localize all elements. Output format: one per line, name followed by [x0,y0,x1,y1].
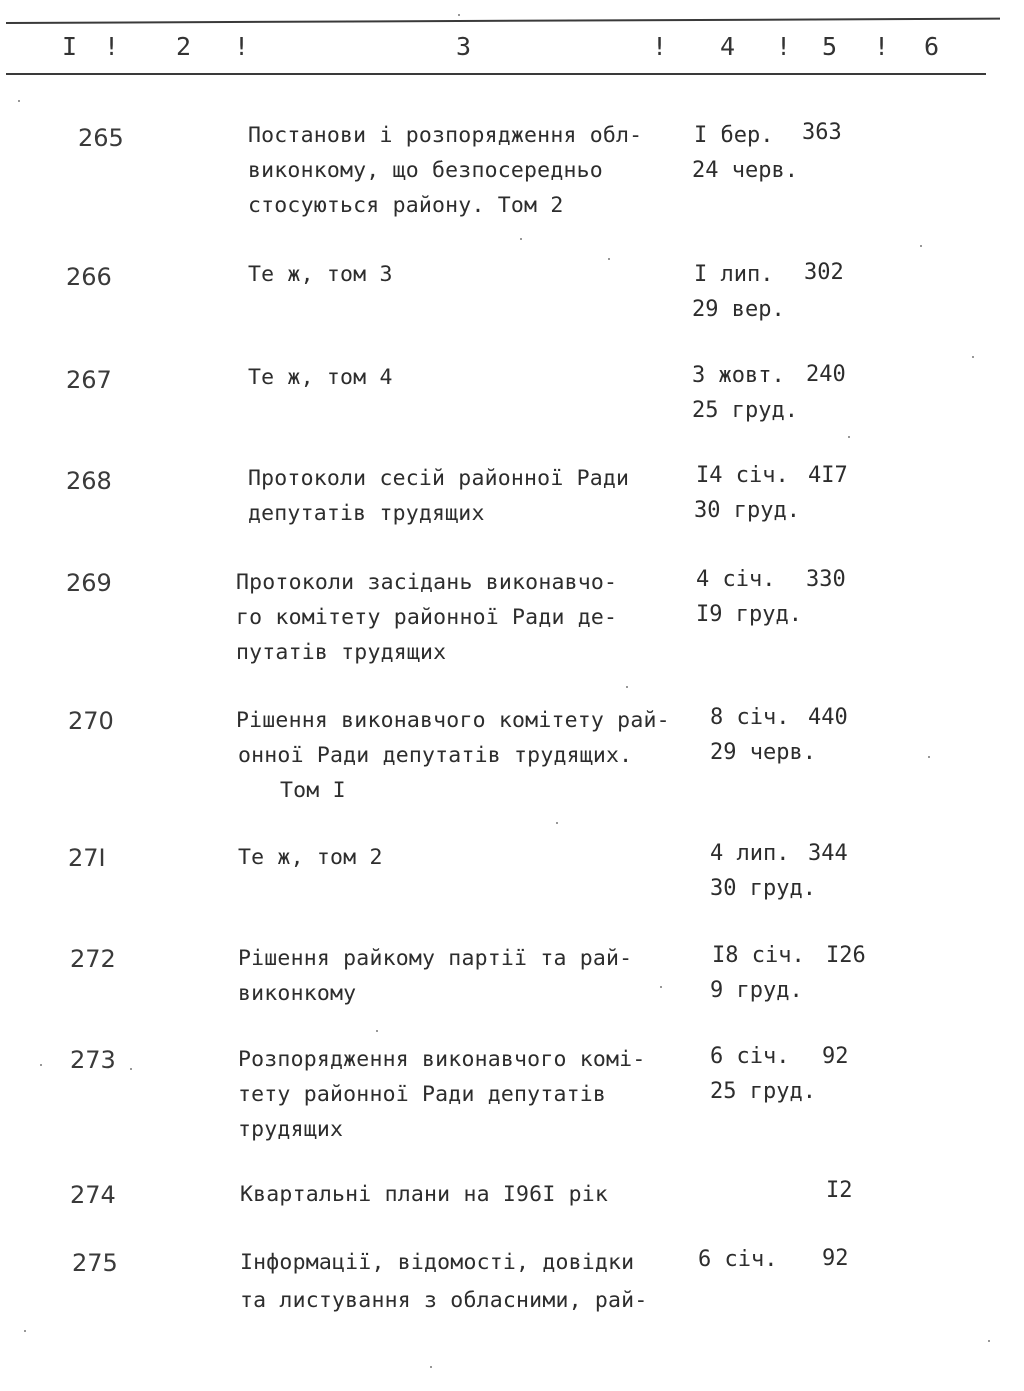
date-start: 3 жовт. [692,363,785,388]
scan-speck [130,1068,132,1070]
date-end: 29 вер. [692,297,785,322]
header-separator: ! [234,32,250,61]
case-number: 265 [78,124,124,152]
scan-speck [660,986,662,988]
case-number: 269 [66,569,112,597]
header-separator: ! [776,32,792,61]
case-title-line: го комітету районної Ради де- [236,605,618,630]
case-number: 272 [70,945,116,973]
date-end: 9 груд. [710,978,803,1003]
header-bottom-rule [6,73,986,75]
case-title-line: Розпорядження виконавчого комі- [238,1047,646,1072]
date-start: I бер. [694,123,774,148]
scan-speck [18,100,20,102]
sheet-count: 240 [806,362,846,387]
case-title-line: стосуються району. Том 2 [248,193,564,218]
date-start: 8 січ. [710,705,790,730]
date-end: 30 груд. [710,876,816,901]
scan-speck [920,245,922,247]
case-title-line: та листування з обласними, рай- [240,1288,648,1313]
sheet-count: 363 [802,120,842,145]
date-end: I9 груд. [696,602,802,627]
case-title-line: трудящих [238,1117,344,1142]
case-number: 273 [70,1046,116,1074]
header-separator: ! [652,32,668,61]
case-title-line: виконкому [238,981,357,1006]
sheet-count: 92 [822,1044,849,1069]
case-title-line: Квартальні плани на I96I рік [240,1182,609,1207]
date-start: I4 січ. [696,463,789,488]
date-end: 29 черв. [710,740,816,765]
date-end: 30 груд. [694,498,800,523]
date-end: 25 груд. [692,398,798,423]
case-number: 268 [66,467,112,495]
case-title-line: депутатів трудящих [248,501,485,526]
scan-speck [626,686,628,688]
scan-speck [556,822,558,824]
header-col-1: I [62,32,78,61]
scan-speck [520,238,522,240]
scan-speck [430,1366,432,1368]
case-title-line: Те ж, том 3 [248,262,393,287]
scan-speck [24,1330,26,1332]
case-number: 275 [72,1249,118,1277]
case-title-line: Постанови і розпорядження обл- [248,123,643,148]
case-number: 266 [66,263,112,291]
case-title-line: тету районної Ради депутатів [238,1082,607,1107]
scan-speck [988,1340,990,1342]
case-number: 270 [68,707,114,735]
sheet-count: 92 [822,1246,849,1271]
header-separator: ! [874,32,890,61]
sheet-count: 344 [808,841,848,866]
date-start: 4 лип. [710,841,790,866]
header-separator: ! [104,32,120,61]
case-title-line: Те ж, том 4 [248,365,393,390]
header-col-4: 4 [720,32,736,61]
sheet-count: I26 [826,943,866,968]
case-title-line: Те ж, том 2 [238,845,383,870]
case-number: 27I [68,844,106,872]
sheet-count: 330 [806,567,846,592]
scan-speck [40,1064,42,1066]
date-start: 4 січ. [696,567,776,592]
scan-speck [376,1030,378,1032]
header-col-3: 3 [456,32,472,61]
case-title-line: Інформації, відомості, довідки [240,1250,635,1275]
scan-speck [848,436,850,438]
case-title-line: Рішення виконавчого комітету рай- [236,708,670,733]
date-end: 25 груд. [710,1079,816,1104]
case-number: 274 [70,1181,116,1209]
case-title-line: Протоколи засідань виконавчо- [236,570,618,595]
header-top-rule [6,18,1000,24]
date-end: 24 черв. [692,158,798,183]
case-number: 267 [66,366,112,394]
date-start: I лип. [694,262,774,287]
scan-speck [972,356,974,358]
case-title-line: путатів трудящих [236,640,447,665]
date-start: 6 січ. [710,1044,790,1069]
date-start: I8 січ. [712,943,805,968]
sheet-count: 302 [804,260,844,285]
sheet-count: 440 [808,705,848,730]
case-title-line: Рішення райкому партії та рай- [238,946,633,971]
case-title-line: онної Ради депутатів трудящих. [238,743,633,768]
case-title-line: виконкому, що безпосередньо [248,158,603,183]
header-col-2: 2 [176,32,192,61]
header-col-6: 6 [924,32,940,61]
header-col-5: 5 [822,32,838,61]
case-title-line: Том I [280,778,346,803]
scan-speck [608,258,610,260]
sheet-count: I2 [826,1178,853,1203]
sheet-count: 4I7 [808,463,848,488]
date-start: 6 січ. [698,1247,778,1272]
case-title-line: Протоколи сесій районної Ради [248,466,630,491]
scan-speck [928,756,930,758]
scan-speck [458,14,460,16]
